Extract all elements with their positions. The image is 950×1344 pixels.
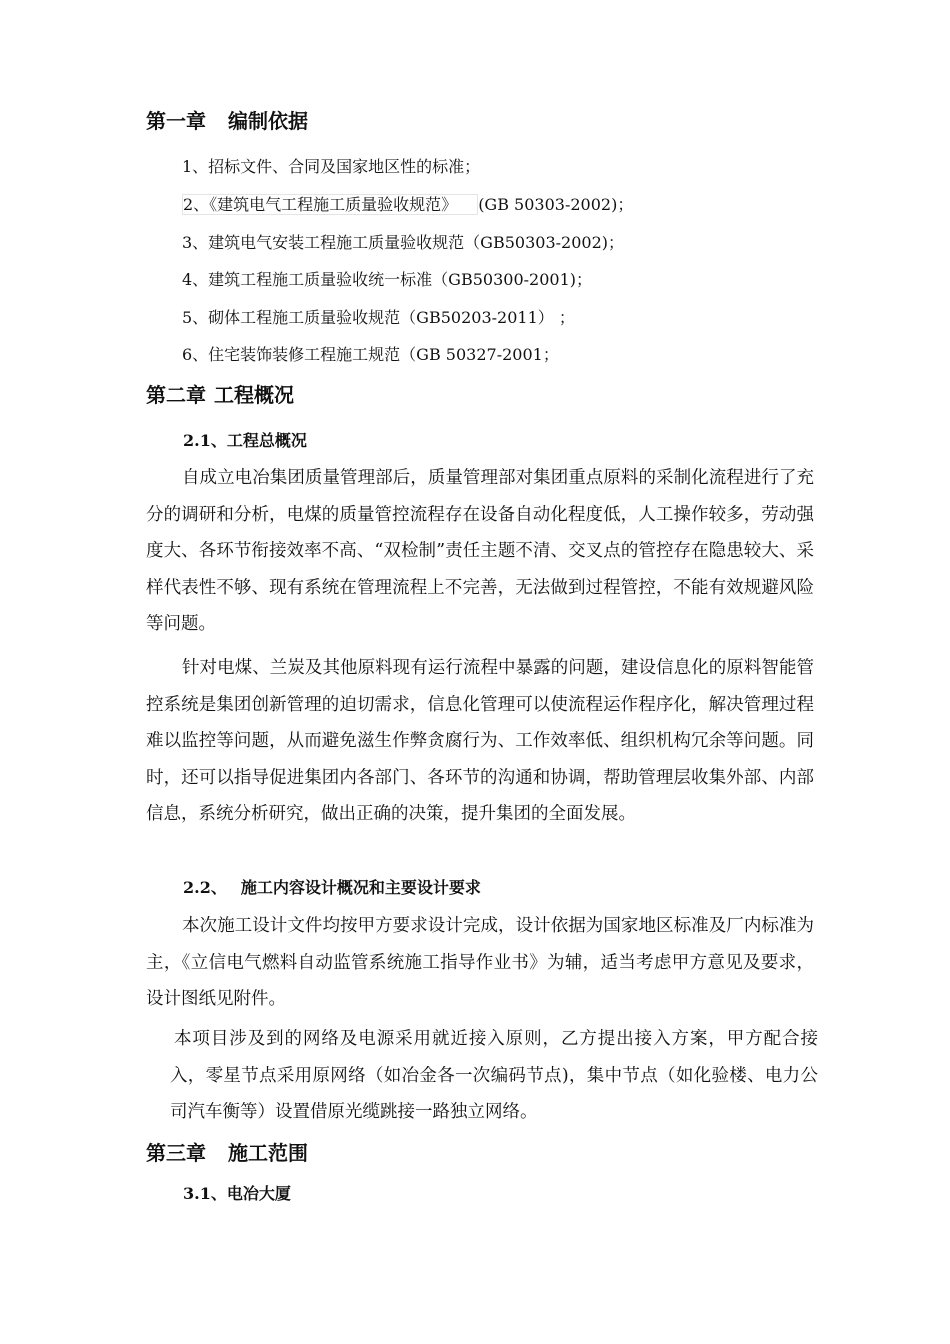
section-2-2-paragraph-2: 本项目涉及到的网络及电源采用就近接入原则，乙方提出接入方案，甲方配合接入，零星节点采用原网络（如冶金各一次编码节点)，集中节点（如化验楼、电力公司汽车衡等）设置借原光缆跳接一路独立网络。: [170, 1029, 818, 1122]
section-2-1-paragraph-1: 自成立电冶集团质量管理部后，质量管理部对集团重点原料的采制化流程进行了充分的调研和分析，电煤的质量管控流程存在设备自动化程度低，人工操作较多，劳动强度大、各环节衔接效率不高、“双检制”责任主题不清、交叉点的管控存在隐患较大、采样代表性不够、现有系统在管理流程上不完善，无法做到过程管控，不能有效规避风险等问题。: [146, 468, 814, 634]
section-3-1-title: 电冶大厦: [226, 1184, 291, 1203]
basis-item-3: 3、建筑电气安装工程施工质量验收规范（GB50303-2002)；: [182, 233, 624, 252]
section-2-1-title: 工程总概况: [226, 431, 307, 450]
section-2-2-paragraph-1: 本次施工设计文件均按甲方要求设计完成，设计依据为国家地区标准及厂内标准为主，《立信电气燃料自动监管系统施工指导作业书》为辅，适当考虑甲方意见及要求，设计图纸见附件。: [146, 916, 814, 1009]
chapter-3-title: 施工范围: [228, 1141, 308, 1165]
basis-item-2-code: (GB 50303-2002)；: [478, 195, 634, 214]
section-2-1-heading: [183, 429, 307, 453]
chapter-1-heading: [146, 107, 308, 135]
section-2-2-title: 施工内容设计概况和主要设计要求: [240, 878, 481, 897]
chapter-2-number: 第二章: [146, 383, 206, 407]
chapter-3-number: 第三章: [146, 1141, 206, 1165]
chapter-2-heading: [146, 381, 294, 409]
chapter-1-title: 编制依据: [228, 109, 308, 133]
section-3-1-number: 3.1、: [183, 1184, 227, 1203]
basis-item-2-title: 2、《建筑电气工程施工质量验收规范》: [182, 194, 478, 215]
section-3-1-heading: [183, 1182, 291, 1206]
chapter-3-heading: [146, 1139, 308, 1167]
basis-item-2: [182, 193, 633, 217]
section-2-2-heading: [183, 876, 481, 900]
basis-item-4: 4、建筑工程施工质量验收统一标准（GB50300-2001)；: [182, 270, 592, 289]
section-2-2-number: 2.2、: [183, 878, 227, 897]
chapter-1-number: 第一章: [146, 109, 206, 133]
basis-item-6: 6、住宅装饰装修工程施工规范（GB 50327-2001；: [182, 345, 559, 364]
section-2-1-paragraph-2: 针对电煤、兰炭及其他原料现有运行流程中暴露的问题，建设信息化的原料智能管控系统是集团创新管理的迫切需求，信息化管理可以使流程运作程序化，解决管理过程难以监控等问题，从而避免滋生作弊贪腐行为、工作效率低、组织机构冗余等问题。同时，还可以指导促进集团内各部门、各环节的沟通和协调，帮助管理层收集外部、内部信息，系统分析研究，做出正确的决策，提升集团的全面发展。: [146, 658, 814, 824]
chapter-2-title: 工程概况: [214, 383, 294, 407]
basis-item-1: 1、招标文件、合同及国家地区性的标准；: [182, 157, 481, 176]
basis-item-5: 5、砌体工程施工质量验收规范（GB50203-2011） ；: [182, 308, 575, 327]
section-2-1-number: 2.1、: [183, 431, 227, 450]
